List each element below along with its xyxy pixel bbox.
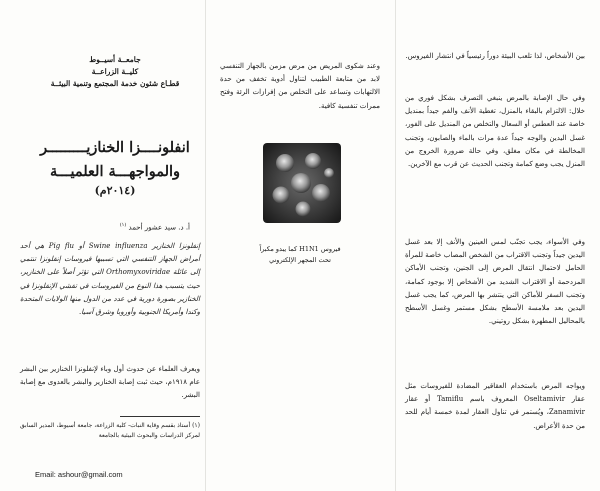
infection-response-paragraph: وفي حال الإصابة بالمرض ينبغي التصرف بشكل فوري من خلال: الالتزام بالبقاء بالمنزل، تغطية الأنف والفم جيداً بمنديل خاصة عند العطس أو السعال والتخلص من المنديل على الفور، غسل اليدين والوجه جيداً عدة مرات بالماء والصابون، وتجنب المخالطة في مكان مغلق، وفي حالة ضرورة الخروج من المنزل يجب وضع كمامة وتجنب الحديث عن قرب مع الآخرين. (405, 94, 585, 169)
footnote: (١) أستاذ بقسم وقاية النبات- كلية الزراعة، جامعة أسيوط، المدير السابق لمركز الدراسات والبحوث البيئية بالجامعة (20, 422, 200, 439)
history-section (20, 363, 200, 410)
intro-section (20, 240, 200, 326)
sector-name: قطـاع شئون خدمة المجتمع وتنمية البيئــة (50, 79, 180, 88)
panel-fold-line (205, 0, 206, 491)
caption-line-1: فيروس H1N1 كما يبدو مكبراً (259, 245, 341, 253)
institution-header (35, 54, 195, 90)
treatment-section (220, 60, 380, 120)
author-name: أ. د. سيد عشور أحمد (128, 223, 190, 232)
title-line-2: والمواجهـــة العلميـــة (49, 163, 181, 180)
publication-year: (٢٠١٤م) (94, 184, 136, 197)
intro-paragraph: إنفلونزا الخنازير Swine influenza أو Pig flu هي أحد أمراض الجهاز التنفسي التي تسببها فيروسات إنفلونزا تنتمي إلى عائلة Orthomyxoviridae التي تؤثر أصلاً على الخنازير، حيث يتسبب هذا النوع من الفيروسات في تفشي الإنفلونزا في الخنازير بصورة دورية في عدد من الدول منها الولايات المتحدة وكندا وأمريكا الجنوبية وأوروبا وشرق آسيا. (20, 242, 200, 317)
environment-section (405, 50, 585, 70)
virus-micrograph-image (263, 143, 341, 223)
infection-response-section (405, 92, 585, 178)
faculty-name: كليــة الزراعــة (91, 67, 139, 76)
history-paragraph: ويعرف العلماء عن حدوث أول وباء لإنفلونزا الخنازير بين البشر عام ١٩١٨م، حيث ثبت إصابة الخنازير والبشر بالعدوى مع إصابة البشر. (20, 365, 200, 400)
prevention-paragraph: وفي الأسواء، يجب تجنّب لمس العينين والأنف إلا بعد غسل اليدين جيداً وتجنب الاقتراب من الشخص المصاب خاصة للمرأة الحامل لاحتمال انتقال المرض إلى الجنين، وتجنب الأماكن المزدحمة أو الاقتراب الشديد من الأشخاص إلا بوجود كمامة، وتجنب السفر للأماكن التي ينتشر بها المرض، كما يجب غسل اليدين بعد ملامسة الأسطح بشكل مستمر وغسل الأسطح بالمحاليل المطهرة بشكل روتيني. (405, 238, 585, 326)
title-line-1: انفلونــــزا الخنازيـــــــــر (40, 139, 190, 156)
footnote-divider (120, 416, 200, 417)
antiviral-paragraph: ويواجه المرض باستخدام العقاقير المضادة للفيروسات مثل عقار Oseltamivir المعروف باسم Tamiflu أو عقار Zanamivir، ويُستمر في تناول العقار لمدة خمسة أيام للحد من حدة الأعراض. (405, 382, 585, 430)
environment-paragraph: بين الأشخاص، لذا تلعب البيئة دوراً رئيسياً في انتشار الفيروس. (405, 52, 585, 60)
treatment-paragraph: وعند شكوى المريض من مرض مزمن بالجهاز التنفسي لابد من متابعة الطبيب لتناول أدوية تخفف من حدة الالتهابات وتساعد على التخلص من إفرازات الرئة وفتح ممرات تنفسية كافية. (220, 62, 380, 110)
author-footnote-mark: (١) (119, 222, 127, 228)
prevention-section (405, 236, 585, 335)
h1n1-virus-micrograph (263, 143, 341, 223)
image-caption (245, 244, 355, 266)
author-line (50, 222, 190, 231)
university-name: جامعــة أسيــوط (89, 55, 141, 64)
leaflet-title (35, 136, 195, 184)
caption-line-2: تحت المجهر الإلكتروني (269, 256, 331, 264)
author-email: Email: ashour@gmail.com (35, 470, 123, 479)
panel-fold-line (395, 0, 396, 491)
antiviral-section (405, 380, 585, 440)
